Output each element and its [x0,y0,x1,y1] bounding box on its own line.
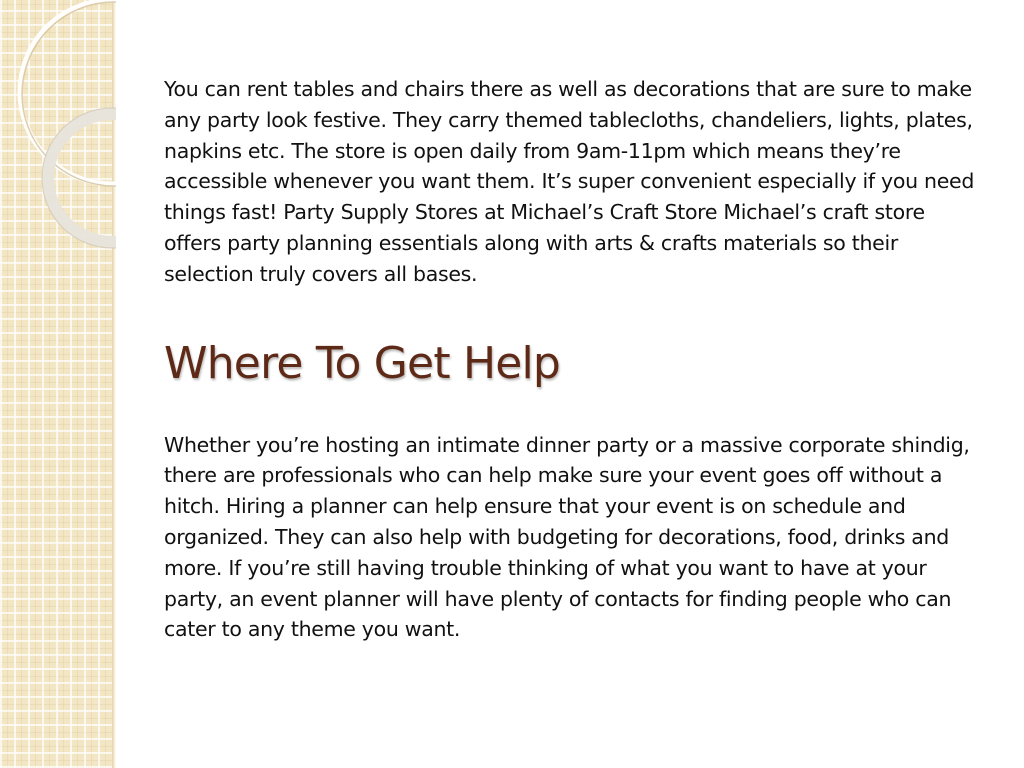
large-ring-icon [20,0,116,184]
paragraph-help: Whether you’re hosting an intimate dinner party or a massive corporate shindig, there are professionals who can help make sure your event goes off without a hitch. Hiring a planner can help ensure that your event is on schedule and organized. They can also help with budgeting for decorations, food, drinks and more. If you’re still having trouble thinking of what you want to have at your party, an event planner will have plenty of contacts for finding people who can cater to any theme you want. [164,432,970,642]
heading-wrapper [164,336,984,392]
section-heading: Where To Get Help [164,337,561,389]
paragraph-rentals: You can rent tables and chairs there as well as decorations that are sure to make any party look festive. They carry themed tablecloths, chandeliers, lights, plates, napkins etc. The store is open daily from 9am-11pm which means they’re accessible whenever you want them. It’s super convenient especially if you need things fast! Party Supply Stores at Michael’s Craft Store Michael’s craft store offers party planning essentials along with arts & crafts materials so their selection truly covers all bases. [164,77,975,286]
decorative-rings [0,0,116,768]
large-ring-shadow [22,2,116,186]
slide-content [164,74,984,645]
